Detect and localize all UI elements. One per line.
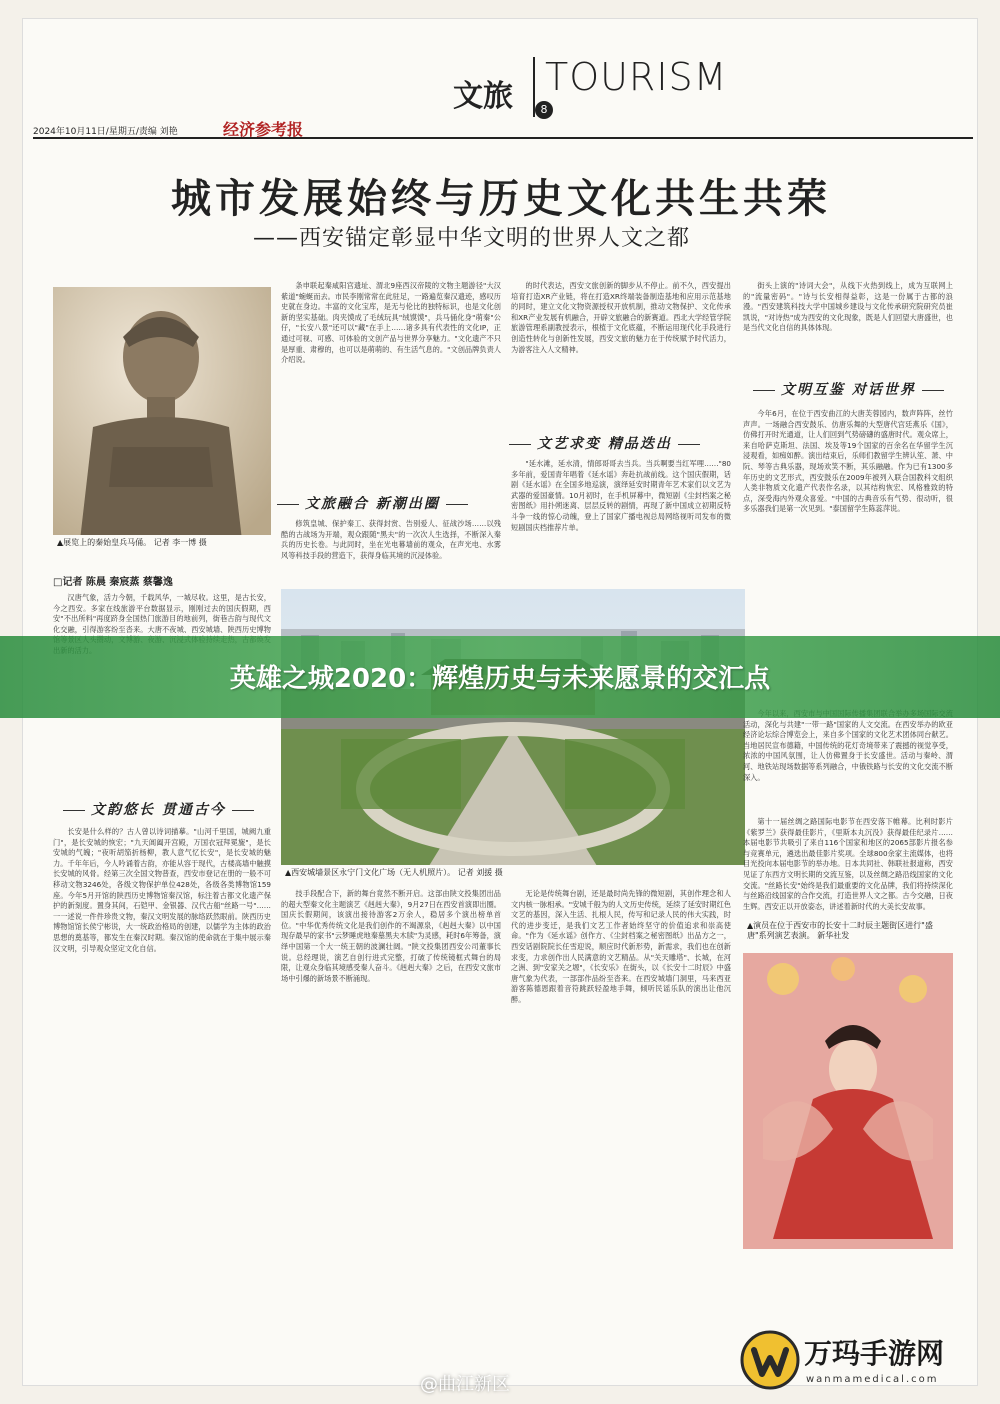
column-7: 今年6月，在位于西安曲江的大唐芙蓉园内，数声阵阵，丝竹声声。一场融合西安鼓乐、仿唐乐舞的大型唐代宫廷燕乐《国》，仿佛打开时光通道，让人们回到气势磅礴的盛唐时代。观众席上，来自哈萨克斯坦、法国、埃及等19个国家的百余名在华留学生沉浸观看，如痴如醉。演出结束后，乐师们教留学生辨认笙、萧、中阮、琴等古典乐器，现场欢笑不断，其乐融融。作为已有1300多年历史的文艺形式，西安鼓乐在2009年被列入联合国教科文组织人类非物质文化遗产代表作名录，以其结构恢宏、风格雅致的特点，深受海内外观众喜爱。"中国的古典音乐有气势、很动听，很多乐器我们是第一次见到。"泰国留学生陈蕊萍说。 <box>743 409 953 514</box>
overlay-banner <box>0 636 1000 718</box>
column-5: "延水滩，延水清，情郎哥哥去当兵。当兵啊要当红军哩……"80多年前，爱国青年唱着《延水谣》奔赴抗战前线。这个国庆假期，话剧《延水谣》在全国多地巡演，演绎延安时期青年艺术家们以文艺为武器的爱国豪情。10月初时，在手机屏幕中，微短剧《尘封档案之秘密图纸》用扑朔迷离、层层反转的剧情，再现了新中国成立初期反特斗争一线的惊心动魄，登上了国家广播电视总局网络视听司发布的微短剧国庆档推荐片单。 <box>511 459 731 532</box>
banner-title: 英雄之城2020：辉煌历史与未来愿景的交汇点 <box>229 664 771 694</box>
site-logo-watermark <box>740 1330 990 1400</box>
column-8: 长安是什么样的？古人曾以诗词描摹。"山河千里国，城阙九重门"，是长安城的恢宏；"九天阊阖开宫殿，万国衣冠拜冕旒"，是长安城的气魄；"夜听胡笳折杨柳，教人意气忆长安"，是长安城的魅力。千年年后，今人吟诵着古韵，亦能从容于现代，古楼高墙中触摸长安城的风骨。经第三次全国文物普查，西安市登记在册的一般不可移动文物3246处，各级文物保护单位428处，各级各类博物馆159座。今年5月开馆的陕西历史博物馆秦汉馆，标注着古都文化遗产保护的新刻度。置身其间，石铠甲、金银器、汉代古船"丝路一号"……一一述说一件件珍贵文物，秦汉文明发展的脉络跃然眼前。陕西历史博物馆馆长侯宁彬说，大一统政治格局的创建，以儒学为主体的政治思想的奠基等，都发生在秦汉时期。秦汉馆的使命就在于集中展示秦汉文明，引导观众坚定文化自信。 <box>53 827 271 953</box>
performance-caption: ▲演员在位于西安市的长安十二时辰主题街区进行"盛唐"系列演艺表演。 新华社发 <box>747 921 933 940</box>
byline: □记者 陈晨 秦宸蒸 蔡馨逸 <box>53 577 173 588</box>
column-11: 活动，深化与共建"一带一路"国家的人文交流。在西安举办的欧亚经济论坛综合博览会上，来自多个国家的文化艺术团体同台献艺。当地居民宣布德籍，中国传统的花灯奇境带来了震撼的视觉享受，浓浓的中国风氛围，让人仿佛置身于长安盛世。活动与秦岭、渭河、地铁站现场数据等系列融合，中俄铁路与长安的文化交流不断深入。 <box>743 719 953 782</box>
column-12: 第十一届丝绸之路国际电影节在西安落下帷幕。比利时影片《紫罗兰》获得最佳影片，《里斯本丸沉没》获得最佳纪录片……本届电影节共吸引了来自116个国家和地区的2065部影片报名参与竞赛单元，遴选出最佳影片奖项。全球800余家主流媒体，也将目光投向本届电影节的举办地。日本共同社、韩联社报道称，西安见证了东西方文明长期的交流互鉴，以及丝绸之路沿线国家的文化交流。"丝路长安"始终是我们最重要的文化品牌，我们将持续深化与丝路沿线国家的合作交流，打造世界人文之都。古今交融，日夜生辉。西安正以开放姿态，讲述着新时代的大美长安故事。 <box>743 817 953 911</box>
weibo-watermark: @曲江新区 <box>420 1374 510 1395</box>
meta-line <box>33 120 973 139</box>
performance-photo <box>743 919 953 1249</box>
paper-name: 经济参考报 <box>223 120 304 139</box>
section-heading-arts: 文艺求变 精品迭出 <box>503 433 706 453</box>
column-6: 街头上演的"诗词大会"，从线下火热到线上，成为互联网上的"流量密码"。"诗与长安相得益彰，这是一份属于古都的浪漫。"西安建筑科技大学中国城乡建设与文化传承研究院研究员崔凯说，"对诗热"成为西安的文化现象，既是人们回望大唐盛世，也是当代文化自信的具体体现。 <box>743 281 953 333</box>
column-10: 无论是传统舞台剧，还是最时尚先锋的微短剧，其创作理念和人文内核一脉相承。"安城千般为的人文历史传统，延续了延安时期红色文艺的基因，深入生活、扎根人民，传写和记录人民的伟大实践，时代的进步变迁，是我们文艺工作者始终坚守的价值追求和崇高使命。"作为《延水谣》创作方、《尘封档案之秘密图纸》出品方之一，西安话剧院院长任雪迎说，顺应时代新形势，新需求，我们也在创新求变，力求创作出人民满意的文艺精品。从"关天雕塔"、长城，在河之洲、到"安家关之塬"，《长安乐》在街头，以《长安十二时辰》中盛唐气象为代表，一部部作品纷至沓来。在西安城墙门洞里，马来西亚游客陈德恩跟着音符跳跃轻盈地手舞，倾听民谣乐队的演出让他沉醉。 <box>511 889 731 1004</box>
section-heading-heritage: 文韵悠长 贯通古今 <box>57 799 260 819</box>
date-line: 2024年10月11日/星期五/责编 刘艳 <box>33 127 178 137</box>
site-logo-icon <box>740 1330 800 1390</box>
site-logo-url: wanmamedical.com <box>806 1374 939 1385</box>
column-2: 条申联起秦咸阳宫遗址、渭北9座西汉帝陵的文物主题游径"大汉紫道"蜿蜒而去。市民李刚常常在此驻足，一路遍览秦汉遗迹，感叹历史就在身边。丰富的文化宝库，是无与伦比的独特标识，也是文化创新的坚实基础。肉夹馍成了毛绒玩具"绒馍馍"，兵马俑化身"萌秦"公仔，"长安八景"还可以"藏"在手上……诸多具有代表性的文化IP，正通过可视、可感、可体验的文创产品与世界分享魅力。"文化遗产不只是厚重、肃穆的，也可以是萌萌的、有生活气息的。"文创品牌负责人介绍说。 <box>281 281 501 365</box>
section-title-en: TOURISM <box>545 55 728 99</box>
warrior-caption: ▲展览上的秦始皇兵马俑。 记者 李一博 摄 <box>57 538 207 547</box>
section-heading-dialogue: 文明互鉴 对话世界 <box>747 379 950 399</box>
column-3: 修筑皇城、保护秦工、获得封赏、告别爱人、征战沙场……以残酷的古战场为开端，观众跟随"黑夫"的一次次人生选择，不断深入秦兵的历史长卷。与此同时，坐在光电幕墙前的观众，在声光电、水雾风等科技手段的营造下，获得身临其境的沉浸体验。 <box>281 519 501 560</box>
terracotta-warrior-photo <box>53 287 271 549</box>
city-caption: ▲西安城墙景区永宁门文化广场（无人机照片）。 记者 刘援 摄 <box>285 868 503 877</box>
page-number: 8 <box>535 101 553 119</box>
masthead <box>23 19 978 119</box>
subheadline: ——西安锚定彰显中华文明的世界人文之都 <box>253 226 691 251</box>
section-heading-fusion: 文旅融合 新潮出圈 <box>271 493 474 513</box>
site-logo-name: 万玛手游网 <box>804 1337 945 1370</box>
headline: 城市发展始终与历史文化共生共荣 <box>171 175 831 222</box>
column-4: 的时代表达，西安文旅创新的脚步从不停止。前不久，西安提出培育打造XR产业链，将在打造XR终端装备制造基地和应用示范基地的同时，建立文化文物资源授权开放机制，推动文物保护、文化传承和XR产业发展有机融合，开辟文旅融合的新赛道。西北大学经管学院旅游管理系副教授表示，根植于文化底蕴，不断运用现代化手段进行创造性转化与创新性发展，西安文旅的魅力在于传统赋予时代活力，为游客注入人文精神。 <box>511 281 731 354</box>
column-9: 技手段配合下，新的舞台竟然不断开启。这部由陕文投集团出品的超大型秦文化主题演艺《赳赳大秦》，9月27日在西安首演即出圈。国庆长假期间，该演出接待游客2万余人，稳居多个演出榜单首位。"中华优秀传统文化是我们创作的不竭源泉，《赳赳大秦》以中国现存最早的家书"云梦睡虎地秦墓黑夫木牍"为灵感，耗时6年筹备，演绎中国第一个大一统王朝的波澜壮阔。"陕文投集团西安公司董事长说。总经理说，演艺自创行进式完整，打破了传统镜框式舞台的局限，让观众身临其境感受秦人奋斗。《赳赳大秦》之后，在西安文旅市场中引爆的新场景不断涌现。 <box>281 889 501 983</box>
column-1: 汉唐气象，活力今朝，千载风华，一城尽收。这里，是古长安，今之西安。多家在线旅游平台数据显示，刚刚过去的国庆假期，西安"不出所料"再度跻身全国热门旅游目的地前列，街巷古韵与现代文化交融，引得游客纷至沓来。大唐不夜城、西安城墙、陕西历史博物 <box>53 593 271 634</box>
section-title: 文旅 <box>453 79 513 114</box>
city-wall-square-photo <box>281 589 745 879</box>
